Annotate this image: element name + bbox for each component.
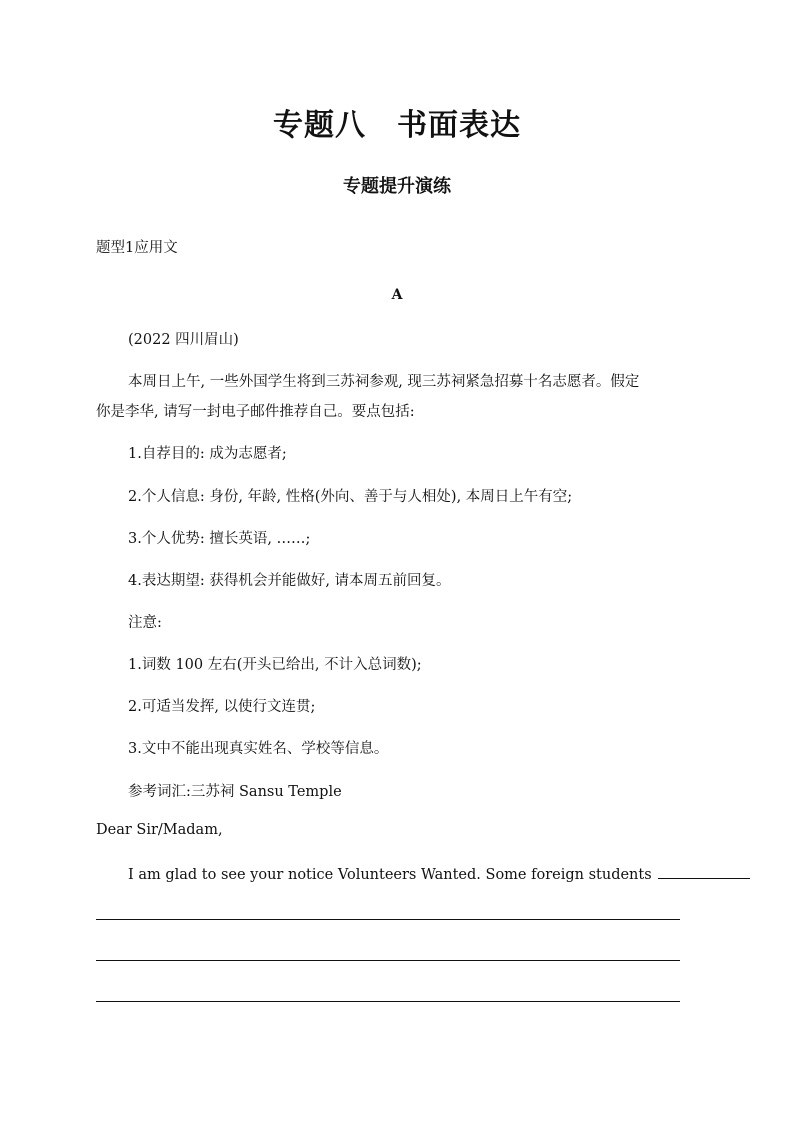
letter-opening-text: I am glad to see your notice Volunteers Wanted. Some foreign students <box>128 867 652 883</box>
section-label: A <box>391 287 403 303</box>
prompt-line-2: 你是李华, 请写一封电子邮件推荐自己。要点包括: <box>96 404 415 420</box>
reference-vocabulary: 参考词汇:三苏祠 Sansu Temple <box>128 784 342 800</box>
letter-opening-line <box>128 864 750 883</box>
note-item-1: 1.词数 100 左右(开头已给出, 不计入总词数); <box>128 657 422 673</box>
answer-line-3[interactable] <box>96 1001 680 1002</box>
answer-blank[interactable] <box>658 864 750 879</box>
note-item-2: 2.可适当发挥, 以使行文连贯; <box>128 699 316 715</box>
point-item-3: 3.个人优势: 擅长英语, ……; <box>128 531 311 547</box>
answer-line-1[interactable] <box>96 919 680 920</box>
letter-salutation: Dear Sir/Madam, <box>96 822 223 838</box>
question-type-label: 题型1应用文 <box>96 240 178 256</box>
point-item-2: 2.个人信息: 身份, 年龄, 性格(外向、善于与人相处), 本周日上午有空; <box>128 489 573 505</box>
notes-label: 注意: <box>128 615 162 631</box>
point-item-4: 4.表达期望: 获得机会并能做好, 请本周五前回复。 <box>128 573 451 589</box>
question-source: (2022 四川眉山) <box>128 332 239 348</box>
point-item-1: 1.自荐目的: 成为志愿者; <box>128 446 287 462</box>
note-item-3: 3.文中不能出现真实姓名、学校等信息。 <box>128 741 389 757</box>
prompt-line-1: 本周日上午, 一些外国学生将到三苏祠参观, 现三苏祠紧急招募十名志愿者。假定 <box>128 374 640 390</box>
page-subtitle: 专题提升演练 <box>343 176 451 197</box>
page-title: 专题八 书面表达 <box>273 108 521 143</box>
answer-line-2[interactable] <box>96 960 680 961</box>
